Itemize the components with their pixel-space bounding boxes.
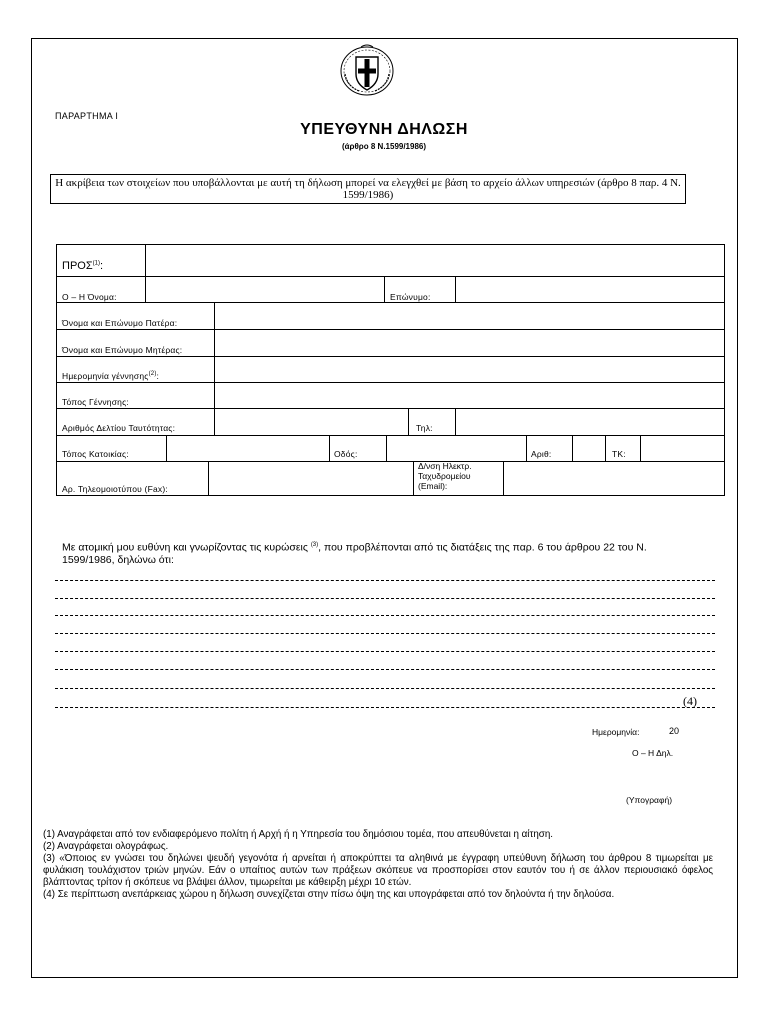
date-value[interactable]: 20 — [669, 726, 680, 736]
surname-field[interactable] — [456, 277, 724, 302]
page-title: ΥΠΕΥΘΥΝΗ ΔΗΛΩΣΗ — [300, 121, 468, 138]
father-name-field[interactable] — [215, 303, 724, 329]
declaration-line[interactable] — [55, 707, 715, 708]
footnote-2: (2) Αναγράφεται ολογράφως. — [43, 841, 169, 852]
declarant-label: Ο – Η Δηλ. — [632, 748, 674, 758]
page-subtitle: (άρθρο 8 Ν.1599/1986) — [341, 142, 427, 151]
email-label: Δ/νση Ηλεκτρ. Ταχυδρομείου (Email): — [418, 461, 472, 491]
number-label: Αριθ: — [531, 449, 552, 459]
declaration-text: Με ατομική μου ευθύνη και γνωρίζοντας τις κυρώσεις $^{(3)}$, που προβλέπονται από τις διατάξεις της παρ. 6 του άρθρου 22 του Ν. 1599/1986, δηλώνω ότι: — [62, 541, 647, 566]
to-field[interactable] — [146, 245, 724, 276]
verification-notice: Η ακρίβεια των στοιχείων που υποβάλλονται με αυτή τη δήλωση μπορεί να ελεγχθεί με βάση το αρχείο άλλων υπηρεσιών (άρθρο 8 παρ. 4 Ν. 1599/1986) — [50, 174, 686, 204]
birth-place-label: Τόπος Γέννησης: — [62, 397, 129, 407]
fax-label: Αρ. Τηλεομοιοτύπου (Fax): — [62, 484, 168, 494]
residence-field[interactable] — [167, 436, 329, 461]
birth-place-field[interactable] — [215, 383, 724, 408]
email-field[interactable] — [504, 462, 724, 495]
father-name-label: Όνομα και Επώνυμο Πατέρα: — [62, 318, 178, 328]
id-number-field[interactable] — [215, 409, 408, 435]
postcode-field[interactable] — [641, 436, 724, 461]
first-name-field[interactable] — [146, 277, 384, 302]
footnotes — [43, 829, 713, 901]
declaration-line[interactable] — [55, 615, 715, 616]
annex-label: ΠΑΡΑΡΤΗΜΑ Ι — [55, 111, 119, 121]
declaration-line[interactable] — [55, 633, 715, 634]
to-label: ΠΡΟΣ$^{(1)}$: — [62, 260, 104, 272]
mother-name-field[interactable] — [215, 330, 724, 356]
date-label: Ημερομηνία: — [592, 727, 640, 737]
footnote-1: (1) Αναγράφεται από τον ενδιαφερόμενο πολίτη ή Αρχή ή η Υπηρεσία του δημόσιου τομέα, που απευθύνεται η αίτηση. — [43, 829, 554, 840]
phone-label: Τηλ: — [416, 423, 433, 433]
id-number-label: Αριθμός Δελτίου Ταυτότητας: — [62, 423, 176, 433]
first-name-label: Ο – Η Όνομα: — [62, 292, 117, 302]
declaration-line[interactable] — [55, 669, 715, 670]
footnote-4: (4) Σε περίπτωση ανεπάρκειας χώρου η δήλωση συνεχίζεται στην πίσω όψη της και υπογράφεται από τον δηλούντα ή την δηλούσα. — [43, 889, 615, 900]
postcode-label: ΤΚ: — [612, 449, 626, 459]
declaration-line[interactable] — [55, 688, 715, 689]
phone-field[interactable] — [456, 409, 724, 435]
number-field[interactable] — [573, 436, 605, 461]
residence-label: Τόπος Κατοικίας: — [62, 449, 129, 459]
continuation-note: (4) — [683, 694, 697, 708]
declaration-line[interactable] — [55, 598, 715, 599]
declaration-line[interactable] — [55, 651, 715, 652]
street-field[interactable] — [387, 436, 526, 461]
fax-field[interactable] — [209, 462, 413, 495]
footnote-3: (3) «Όποιος εν γνώσει του δηλώνει ψευδή γεγονότα ή αρνείται ή αποκρύπτει τα αληθινά με έγγραφη υπεύθυνη δήλωση του άρθρου 8 τιμωρείται με φυλάκιση τουλάχιστον τριών μηνών. Εάν ο υπαίτιος αυτών των πράξεων σκόπευε να προσπορίσει στον εαυτόν του ή σε άλλον περιουσιακό όφελος βλάπτοντας τρίτον ή σκόπευε να βλάψει άλλον, τιμωρείται με κάθειρξη μέχρι 10 ετών. — [43, 853, 713, 888]
signature-label: (Υπογραφή) — [626, 795, 673, 805]
declaration-line[interactable] — [55, 580, 715, 581]
street-label: Οδός: — [334, 449, 358, 459]
declarant-form — [56, 244, 725, 496]
mother-name-label: Όνομα και Επώνυμο Μητέρας: — [62, 345, 183, 355]
birth-date-field[interactable] — [215, 357, 724, 382]
birth-date-label: Ημερομηνία γέννησης$^{(2)}$: — [62, 371, 160, 381]
surname-label: Επώνυμο: — [390, 292, 431, 302]
coat-of-arms-icon — [339, 44, 395, 96]
